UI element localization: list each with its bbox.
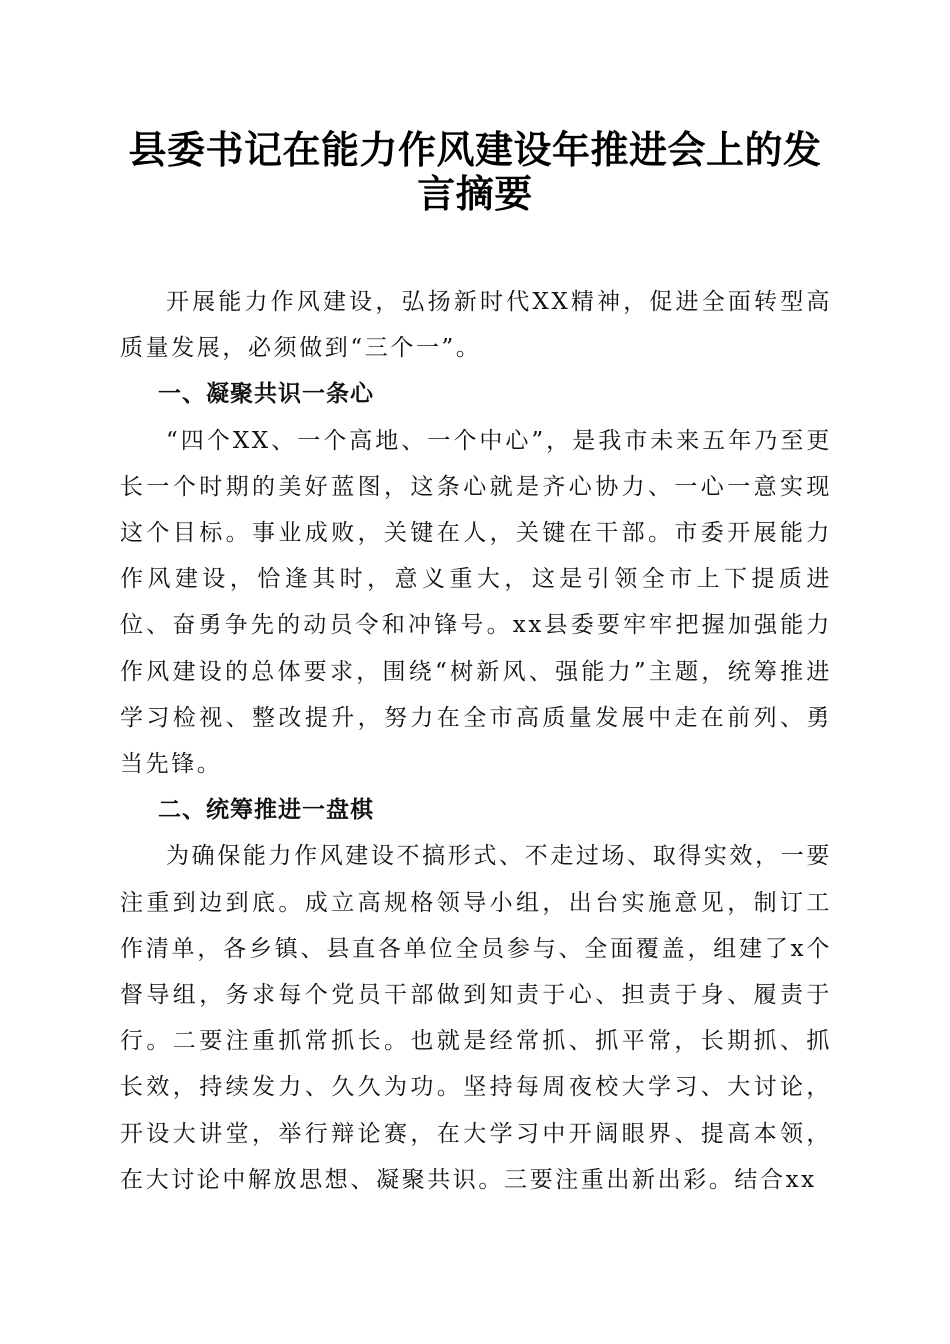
section-paragraph-2: 为确保能力作风建设不搞形式、不走过场、取得实效，一要注重到边到底。成立高规格领导小组，出台实施意见，制订工作清单，各乡镇、县直各单位全员参与、全面覆盖，组建了x个督导组，务求每个党员干部做到知责于心、担责于身、履责于行。二要注重抓常抓长。也就是经常抓、抓平常，长期抓、抓长效，持续发力、久久为功。坚持每周夜校大学习、大讨论，开设大讲堂，举行辩论赛，在大学习中开阔眼界、提高本领，在大讨论中解放思想、凝聚共识。三要注重出新出彩。结合xx — [120, 843, 832, 1193]
intro-paragraph: 开展能力作风建设，弘扬新时代XX精神，促进全面转型高质量发展，必须做到“三个一”。 — [120, 289, 832, 362]
section-heading-2: 二、统筹推进一盘棋 — [158, 797, 374, 824]
document-title: 县委书记在能力作风建设年推进会上的发言摘要 — [128, 127, 822, 216]
section-heading-1: 一、凝聚共识一条心 — [158, 381, 374, 408]
section-paragraph-1: “四个XX、一个高地、一个中心”，是我市未来五年乃至更长一个时期的美好蓝图，这条心就是齐心协力、一心一意实现这个目标。事业成败，关键在人，关键在干部。市委开展能力作风建设，恰逢其时，意义重大，这是引领全市上下提质进位、奋勇争先的动员令和冲锋号。xx县委要牢牢把握加强能力作风建设的总体要求，围绕“树新风、强能力”主题，统筹推进学习检视、整改提升，努力在全市高质量发展中走在前列、勇当先锋。 — [120, 427, 832, 778]
document-body — [120, 279, 832, 1203]
